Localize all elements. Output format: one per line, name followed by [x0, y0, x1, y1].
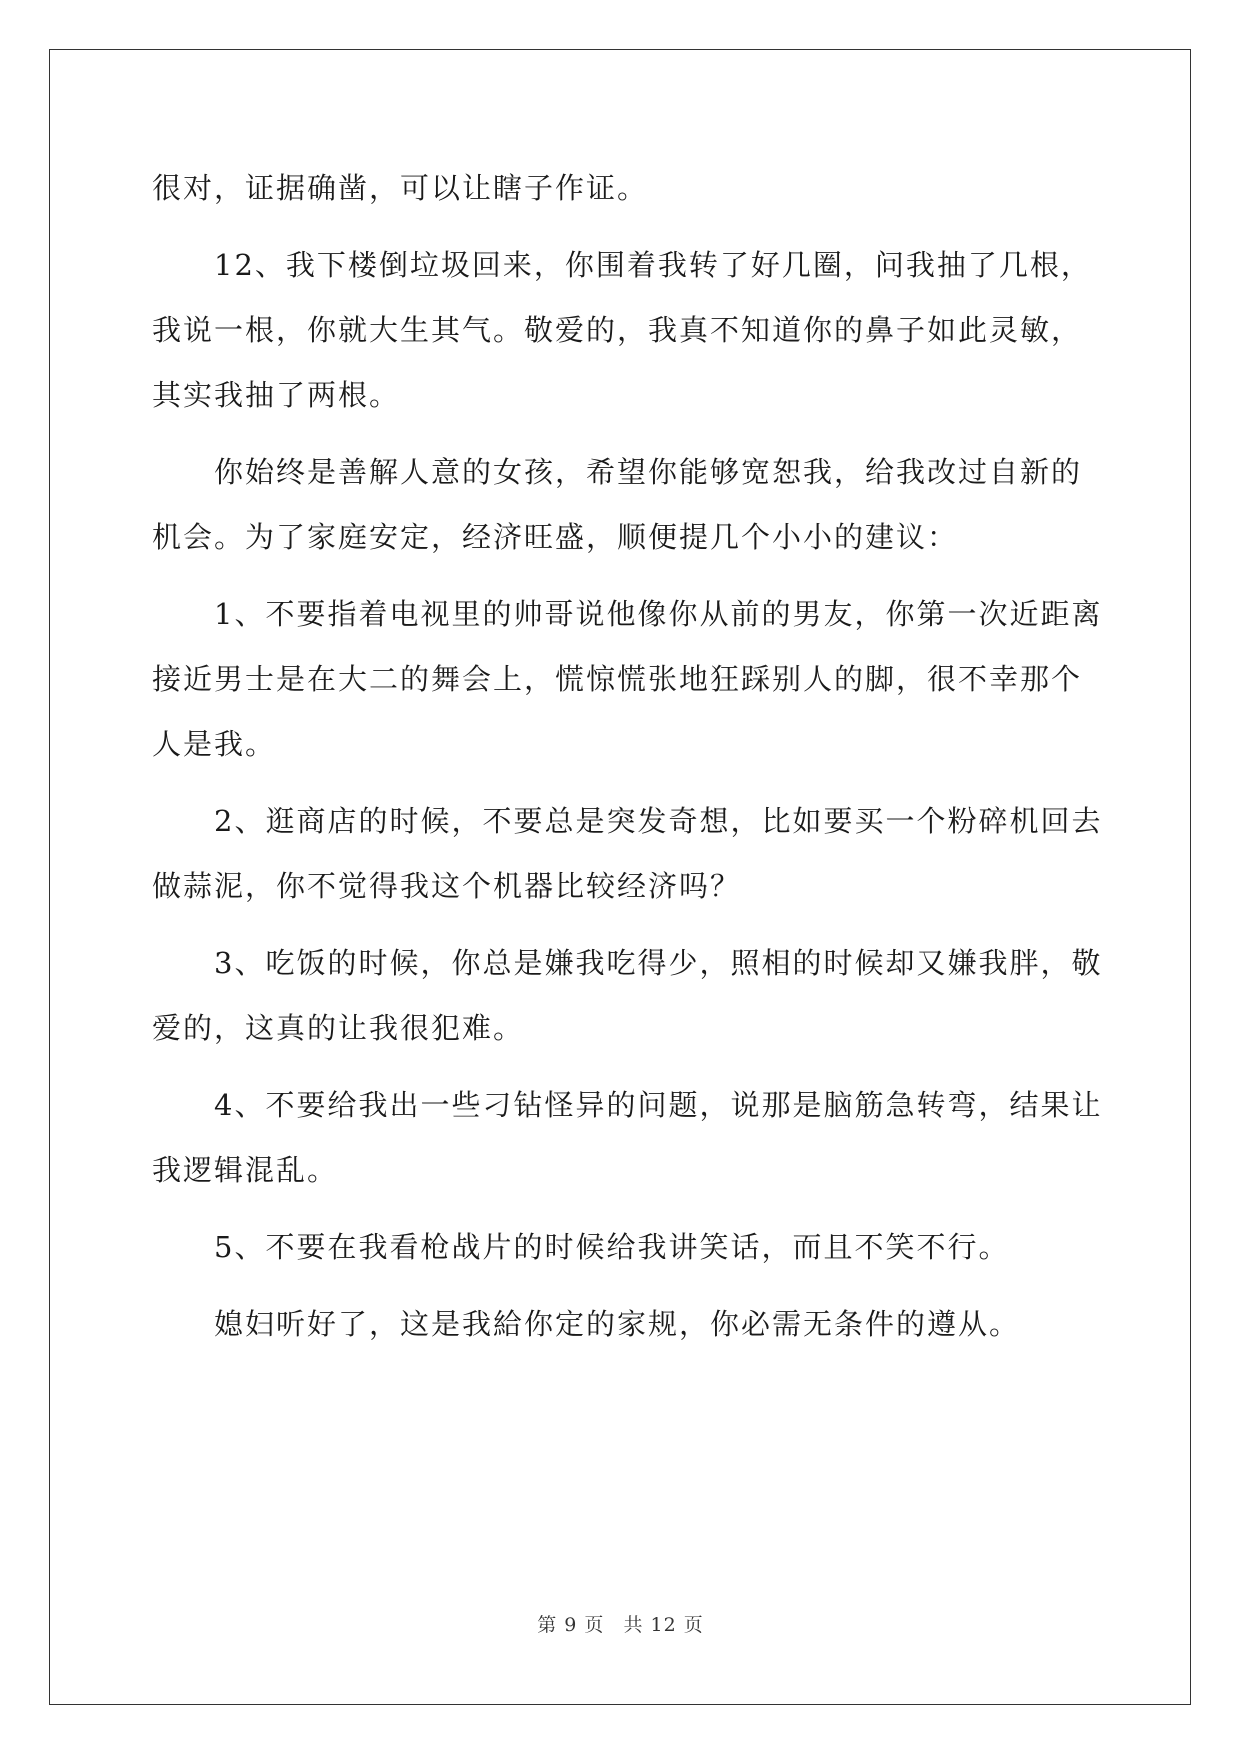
page-number: 第 9 页 — [537, 1614, 605, 1636]
text-line: 媳妇听好了，这是我給你定的家规，你必需无条件的遵从。 — [214, 1307, 1021, 1341]
paragraph-2 — [152, 233, 1092, 428]
paragraph-5 — [152, 789, 1103, 919]
paragraph-6 — [152, 931, 1103, 1061]
paragraph-8 — [152, 1215, 1087, 1280]
text-line: 其实我抽了两根。 — [152, 378, 401, 412]
text-line: 我逻辑混乱。 — [152, 1153, 339, 1187]
text-line: 你始终是善解人意的女孩，希望你能够宽恕我，给我改过自新的 — [214, 455, 1083, 489]
text-line: 很对，证据确凿，可以让瞎子作证。 — [152, 171, 649, 205]
document-body — [152, 156, 1103, 1369]
text-line: 机会。为了家庭安定，经济旺盛，顺便提几个小小的建议： — [152, 520, 959, 554]
paragraph-7 — [152, 1073, 1103, 1203]
page-footer — [0, 1610, 1241, 1637]
text-line: 做蒜泥，你不觉得我这个机器比较经济吗？ — [152, 869, 742, 903]
paragraph-1 — [152, 156, 1087, 221]
paragraph-4 — [152, 582, 1103, 777]
text-line: 人是我。 — [152, 727, 277, 761]
paragraph-3 — [152, 440, 1087, 570]
text-line: 2、逛商店的时候，不要总是突发奇想，比如要买一个粉碎机回去 — [214, 804, 1103, 838]
text-line: 5、不要在我看枪战片的时候给我讲笑话，而且不笑不行。 — [214, 1230, 1010, 1264]
text-line: 我说一根，你就大生其气。敬爱的，我真不知道你的鼻子如此灵敏， — [152, 313, 1083, 347]
text-line: 4、不要给我出一些刁钻怪异的问题，说那是脑筋急转弯，结果让 — [214, 1088, 1103, 1122]
paragraph-9 — [152, 1292, 1087, 1357]
text-line: 12、我下楼倒垃圾回来，你围着我转了好几圈，问我抽了几根， — [214, 248, 1092, 282]
text-line: 接近男士是在大二的舞会上，慌惊慌张地狂踩别人的脚，很不幸那个 — [152, 662, 1083, 696]
total-pages: 共 12 页 — [623, 1614, 704, 1636]
text-line: 爱的，这真的让我很犯难。 — [152, 1011, 525, 1045]
text-line: 1、不要指着电视里的帅哥说他像你从前的男友，你第一次近距离 — [214, 597, 1103, 631]
text-line: 3、吃饭的时候，你总是嫌我吃得少，照相的时候却又嫌我胖，敬 — [214, 946, 1103, 980]
